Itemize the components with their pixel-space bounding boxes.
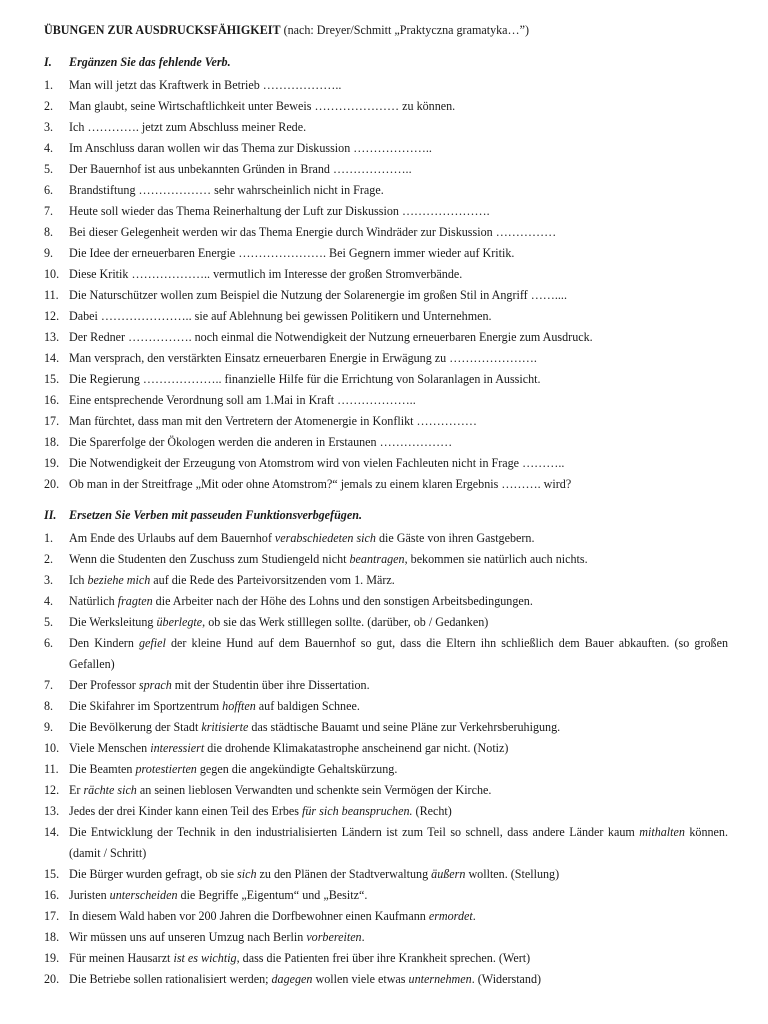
item-text-part: Natürlich (69, 594, 118, 608)
item-number: 7. (44, 678, 54, 692)
item-text (69, 570, 728, 591)
item-verb-italic: ist es wichtig (173, 951, 237, 965)
item-text-part: Er (69, 783, 84, 797)
item-text-part: . (361, 930, 365, 944)
item-text-part: Ich (69, 573, 88, 587)
item-number: 14. (44, 825, 60, 839)
item-text-part: gegen die angekündigte Gehaltskürzung. (196, 762, 398, 776)
item-number: 13. (44, 804, 60, 818)
item-text-part: können. (damit / Schritt) (69, 825, 728, 860)
item-text-part: wollten. (Stellung) (465, 867, 560, 881)
item-number: 8. (44, 699, 54, 713)
item-text (69, 201, 728, 222)
item-verb-italic: gefiel (139, 636, 166, 650)
item-number: 17. (44, 909, 60, 923)
item-text-part: Heute soll wieder das Thema Reinerhaltung der Luft zur Diskussion …………………. (69, 204, 490, 218)
item-text-part: Brandstiftung ……………… sehr wahrscheinlich nicht in Frage. (69, 183, 384, 197)
item-text-part: Man glaubt, seine Wirtschaftlichkeit unter Beweis ………………… zu können. (69, 99, 456, 113)
item-text-part: die Gäste von ihren Gastgebern. (375, 531, 535, 545)
item-text-part: die drohende Klimakatastrophe anscheinend gar nicht. (Notiz) (204, 741, 509, 755)
list-item (44, 201, 728, 222)
list-item (44, 432, 728, 453)
item-verb-italic: kritisierte (201, 720, 249, 734)
item-number: 5. (44, 615, 54, 629)
item-text (69, 453, 728, 474)
item-text (69, 327, 728, 348)
item-text-part: Wir müssen uns auf unseren Umzug nach Berlin (69, 930, 307, 944)
list-item (44, 327, 728, 348)
list-item (44, 570, 728, 591)
item-text (69, 138, 728, 159)
item-text (69, 822, 728, 864)
item-verb-italic: hofften (222, 699, 256, 713)
item-text (69, 549, 728, 570)
item-text (69, 285, 728, 306)
item-verb-italic: verabschiedeten sich (274, 531, 376, 545)
item-number: 7. (44, 204, 54, 218)
item-number: 9. (44, 720, 54, 734)
list-item (44, 633, 728, 675)
section-heading (44, 507, 728, 524)
item-text-part: Ob man in der Streitfrage „Mit oder ohne Atomstrom?“ jemals zu einem klaren Ergebnis ………. wird? (69, 477, 572, 491)
item-text-part: Bei dieser Gelegenheit werden wir das Thema Energie durch Windräder zur Diskussion …………… (69, 225, 557, 239)
item-text-part: Ich …………. jetzt zum Abschluss meiner Rede. (69, 120, 307, 134)
list-item (44, 822, 728, 864)
item-verb-italic: äußern (431, 867, 466, 881)
exercise-list-1 (44, 75, 728, 495)
list-item (44, 453, 728, 474)
item-number: 19. (44, 456, 60, 470)
section-number: II. (44, 508, 57, 522)
item-verb-italic: mithalten (639, 825, 685, 839)
item-text (69, 264, 728, 285)
item-verb-italic: unterscheiden (109, 888, 178, 902)
item-number: 18. (44, 930, 60, 944)
list-item (44, 75, 728, 96)
section-heading-text: Ergänzen Sie das fehlende Verb. (69, 55, 231, 69)
item-verb-italic: unternehmen (408, 972, 472, 986)
item-text-part: die Arbeiter nach der Höhe des Lohns und den sonstigen Arbeitsbedingungen. (152, 594, 533, 608)
item-number: 2. (44, 99, 54, 113)
item-text-part: . (472, 909, 476, 923)
item-text-part: Die Regierung ……………….. finanzielle Hilfe für die Errichtung von Solaranlagen in Aussicht. (69, 372, 541, 386)
item-text (69, 159, 728, 180)
item-number: 12. (44, 783, 60, 797)
item-text-part: (Recht) (412, 804, 452, 818)
item-number: 4. (44, 594, 54, 608)
item-number: 4. (44, 141, 54, 155)
item-text-part: Die Idee der erneuerbaren Energie …………………. Bei Gegnern immer wieder auf Kritik. (69, 246, 515, 260)
list-item (44, 411, 728, 432)
list-item (44, 759, 728, 780)
item-text (69, 948, 728, 969)
section-number: I. (44, 55, 52, 69)
list-item (44, 948, 728, 969)
list-item (44, 906, 728, 927)
item-number: 19. (44, 951, 60, 965)
item-number: 13. (44, 330, 60, 344)
list-item (44, 927, 728, 948)
item-verb-italic: fragten (117, 594, 153, 608)
item-number: 8. (44, 225, 54, 239)
list-item (44, 549, 728, 570)
item-text-part: die Begriffe „Eigentum“ und „Besitz“. (177, 888, 368, 902)
item-text-part: Die Bürger wurden gefragt, ob sie (69, 867, 238, 881)
list-item (44, 243, 728, 264)
item-text-part: Im Anschluss daran wollen wir das Thema zur Diskussion ……………….. (69, 141, 432, 155)
item-text-part: Der Professor (69, 678, 139, 692)
item-text (69, 927, 728, 948)
item-text-part: Man versprach, den verstärkten Einsatz erneuerbaren Energie in Erwägung zu …………………. (69, 351, 537, 365)
item-verb-italic: beziehe mich (87, 573, 151, 587)
item-text-part: an seinen lieblosen Verwandten und schenkte sein Vermögen der Kirche. (136, 783, 492, 797)
item-text (69, 117, 728, 138)
item-text (69, 474, 728, 495)
item-text (69, 243, 728, 264)
item-text-part: , bekommen sie natürlich auch nichts. (404, 552, 588, 566)
section-heading (44, 54, 728, 71)
item-text-part: Eine entsprechende Verordnung soll am 1.Mai in Kraft ……………….. (69, 393, 416, 407)
item-text-part: wollen viele etwas (312, 972, 409, 986)
item-text (69, 222, 728, 243)
item-text-part: Dabei ………………….. sie auf Ablehnung bei gewissen Politikern und Unternehmen. (69, 309, 492, 323)
item-text (69, 411, 728, 432)
page-title (44, 22, 728, 39)
item-number: 1. (44, 78, 54, 92)
list-item (44, 612, 728, 633)
item-verb-italic: interessiert (150, 741, 205, 755)
item-number: 11. (44, 762, 59, 776)
item-number: 2. (44, 552, 54, 566)
item-text-part: In diesem Wald haben vor 200 Jahren die Dorfbewohner einen Kaufmann (69, 909, 429, 923)
item-number: 11. (44, 288, 59, 302)
exercise-list-2 (44, 528, 728, 990)
item-text-part: zu den Plänen der Stadtverwaltung (256, 867, 432, 881)
item-text-part: der kleine Hund auf dem Bauernhof so gut, dass die Eltern ihn schließlich dem Bauer abkauften. (so großen Gefallen) (69, 636, 728, 671)
list-item (44, 264, 728, 285)
item-number: 20. (44, 477, 60, 491)
item-verb-italic: protestierten (135, 762, 197, 776)
item-text-part: Die Betriebe sollen rationalisiert werden; (69, 972, 272, 986)
item-number: 18. (44, 435, 60, 449)
item-text-part: , ob sie das Werk stilllegen sollte. (darüber, ob / Gedanken) (202, 615, 489, 629)
item-text (69, 591, 728, 612)
item-text (69, 675, 728, 696)
list-item (44, 801, 728, 822)
list-item (44, 696, 728, 717)
item-text (69, 969, 728, 990)
item-number: 6. (44, 183, 54, 197)
list-item (44, 180, 728, 201)
item-verb-italic: überlegte (156, 615, 203, 629)
item-text (69, 180, 728, 201)
section-1 (44, 54, 728, 495)
item-number: 14. (44, 351, 60, 365)
item-text (69, 885, 728, 906)
list-item (44, 738, 728, 759)
item-verb-italic: sprach (138, 678, 172, 692)
item-verb-italic: sich (237, 867, 257, 881)
item-verb-italic: vorbereiten (306, 930, 362, 944)
list-item (44, 717, 728, 738)
item-verb-italic: ermordet (428, 909, 473, 923)
list-item (44, 885, 728, 906)
item-text-part: Viele Menschen (69, 741, 151, 755)
section-heading-text: Ersetzen Sie Verben mit passeuden Funktionsverbgefügen. (69, 508, 362, 522)
item-text-part: Die Naturschützer wollen zum Beispiel die Nutzung der Solarenergie im großen Stil in Angriff …….... (69, 288, 567, 302)
list-item (44, 864, 728, 885)
list-item (44, 285, 728, 306)
item-text-part: mit der Studentin über ihre Dissertation. (171, 678, 370, 692)
item-text (69, 432, 728, 453)
item-text (69, 738, 728, 759)
item-text (69, 390, 728, 411)
title-source: (nach: Dreyer/Schmitt „Praktyczna gramatyka…”) (280, 23, 530, 37)
list-item (44, 369, 728, 390)
list-item (44, 474, 728, 495)
item-number: 1. (44, 531, 54, 545)
item-text (69, 96, 728, 117)
list-item (44, 222, 728, 243)
item-number: 17. (44, 414, 60, 428)
item-text-part: Den Kindern (69, 636, 139, 650)
item-text (69, 717, 728, 738)
item-text-part: Man fürchtet, dass man mit den Vertretern der Atomenergie in Konflikt …………… (69, 414, 477, 428)
item-text (69, 633, 728, 675)
item-number: 16. (44, 888, 60, 902)
item-number: 6. (44, 636, 54, 650)
list-item (44, 348, 728, 369)
item-text (69, 612, 728, 633)
list-item (44, 528, 728, 549)
item-number: 5. (44, 162, 54, 176)
list-item (44, 591, 728, 612)
item-text-part: Die Werksleitung (69, 615, 157, 629)
list-item (44, 117, 728, 138)
item-number: 12. (44, 309, 60, 323)
list-item (44, 96, 728, 117)
list-item (44, 138, 728, 159)
item-text (69, 759, 728, 780)
list-item (44, 969, 728, 990)
item-text-part: . (Widerstand) (471, 972, 542, 986)
item-number: 9. (44, 246, 54, 260)
item-verb-italic: dagegen (271, 972, 313, 986)
item-text (69, 864, 728, 885)
item-number: 3. (44, 573, 54, 587)
list-item (44, 390, 728, 411)
item-text (69, 75, 728, 96)
item-text-part: , dass die Patienten frei über ihre Krankheit sprechen. (Wert) (236, 951, 531, 965)
item-text-part: Wenn die Studenten den Zuschuss zum Studiengeld nicht (69, 552, 350, 566)
item-text (69, 528, 728, 549)
list-item (44, 675, 728, 696)
item-text-part: auf baldigen Schnee. (255, 699, 360, 713)
item-number: 15. (44, 372, 60, 386)
list-item (44, 306, 728, 327)
item-text-part: Die Notwendigkeit der Erzeugung von Atomstrom wird von vielen Fachleuten nicht in Frage ……….. (69, 456, 565, 470)
item-number: 10. (44, 267, 60, 281)
item-text-part: das städtische Bauamt und seine Pläne zur Verkehrsberuhigung. (248, 720, 561, 734)
item-text (69, 306, 728, 327)
item-number: 15. (44, 867, 60, 881)
list-item (44, 159, 728, 180)
item-text-part: Jedes der drei Kinder kann einen Teil des Erbes (69, 804, 302, 818)
item-text-part: Der Bauernhof ist aus unbekannten Gründen in Brand ……………….. (69, 162, 412, 176)
item-text-part: Der Redner ……………. noch einmal die Notwendigkeit der Nutzung erneuerbaren Energie zum Ausdruck. (69, 330, 593, 344)
title-bold: ÜBUNGEN ZUR AUSDRUCKSFÄHIGKEIT (44, 23, 281, 37)
section-2 (44, 507, 728, 990)
item-text-part: Juristen (69, 888, 110, 902)
item-text-part: Die Sparerfolge der Ökologen werden die anderen in Erstaunen ……………… (69, 435, 453, 449)
item-number: 10. (44, 741, 60, 755)
item-text (69, 801, 728, 822)
item-text (69, 369, 728, 390)
item-text (69, 906, 728, 927)
item-verb-italic: beantragen (349, 552, 405, 566)
item-text (69, 348, 728, 369)
item-text-part: Die Beamten (69, 762, 136, 776)
item-text-part: Die Skifahrer im Sportzentrum (69, 699, 223, 713)
item-verb-italic: rächte sich (83, 783, 137, 797)
item-text-part: Diese Kritik ……………….. vermutlich im Interesse der großen Stromverbände. (69, 267, 463, 281)
item-text-part: Man will jetzt das Kraftwerk in Betrieb ……………….. (69, 78, 342, 92)
item-number: 20. (44, 972, 60, 986)
item-text (69, 696, 728, 717)
item-verb-italic: für sich beanspruchen. (302, 804, 413, 818)
list-item (44, 780, 728, 801)
item-text-part: Die Entwicklung der Technik in den industrialisierten Ländern ist zum Teil so schnell, dass andere Länder kaum (69, 825, 640, 839)
item-number: 16. (44, 393, 60, 407)
item-text (69, 780, 728, 801)
item-number: 3. (44, 120, 54, 134)
item-text-part: auf die Rede des Parteivorsitzenden vom 1. März. (150, 573, 395, 587)
item-text-part: Für meinen Hausarzt (69, 951, 174, 965)
item-text-part: Die Bevölkerung der Stadt (69, 720, 202, 734)
item-text-part: Am Ende des Urlaubs auf dem Bauernhof (69, 531, 275, 545)
